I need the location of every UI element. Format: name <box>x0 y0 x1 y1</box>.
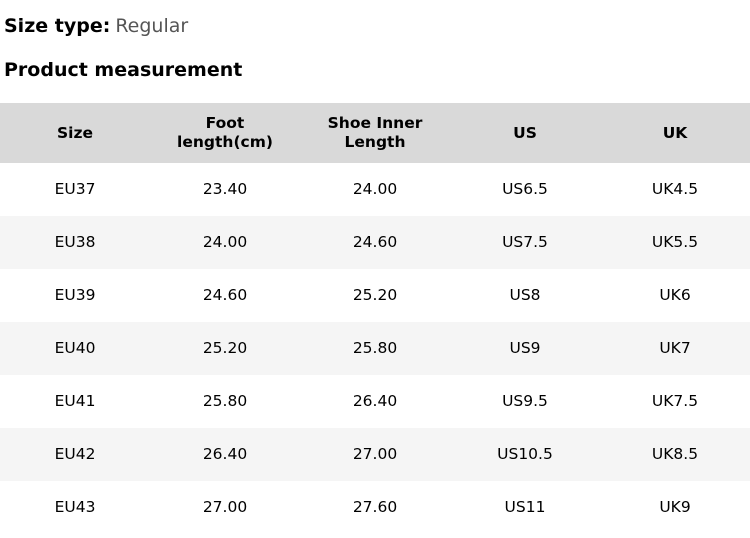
column-header-foot-length: Foot length(cm) <box>150 103 300 163</box>
column-header-uk: UK <box>600 103 750 163</box>
cell-us: US11 <box>450 481 600 534</box>
cell-foot-length: 26.40 <box>150 428 300 481</box>
cell-uk: UK7.5 <box>600 375 750 428</box>
size-type-label: Size type: <box>4 15 111 37</box>
cell-size: EU39 <box>0 269 150 322</box>
cell-size: EU42 <box>0 428 150 481</box>
table-row <box>0 375 750 428</box>
cell-foot-length: 25.20 <box>150 322 300 375</box>
cell-us: US9 <box>450 322 600 375</box>
cell-size: EU41 <box>0 375 150 428</box>
table-header <box>0 103 750 163</box>
cell-foot-length: 25.80 <box>150 375 300 428</box>
cell-uk: UK5.5 <box>600 216 750 269</box>
cell-us: US6.5 <box>450 163 600 216</box>
cell-uk: UK6 <box>600 269 750 322</box>
cell-shoe-inner-length: 27.00 <box>300 428 450 481</box>
cell-us: US8 <box>450 269 600 322</box>
cell-foot-length: 23.40 <box>150 163 300 216</box>
cell-size: EU37 <box>0 163 150 216</box>
size-type-value: Regular <box>115 15 189 37</box>
cell-foot-length: 24.60 <box>150 269 300 322</box>
cell-shoe-inner-length: 26.40 <box>300 375 450 428</box>
cell-shoe-inner-length: 24.60 <box>300 216 450 269</box>
table-row <box>0 269 750 322</box>
product-measurement-table <box>0 103 750 534</box>
cell-us: US7.5 <box>450 216 600 269</box>
cell-uk: UK7 <box>600 322 750 375</box>
column-header-size: Size <box>0 103 150 163</box>
table-row <box>0 216 750 269</box>
cell-uk: UK4.5 <box>600 163 750 216</box>
cell-size: EU40 <box>0 322 150 375</box>
cell-uk: UK9 <box>600 481 750 534</box>
column-header-shoe-inner-length: Shoe Inner Length <box>300 103 450 163</box>
column-header-us: US <box>450 103 600 163</box>
cell-us: US9.5 <box>450 375 600 428</box>
table-body <box>0 163 750 534</box>
cell-foot-length: 27.00 <box>150 481 300 534</box>
cell-uk: UK8.5 <box>600 428 750 481</box>
page-title: Product measurement <box>4 59 243 81</box>
table-row <box>0 163 750 216</box>
table-row <box>0 322 750 375</box>
cell-shoe-inner-length: 25.80 <box>300 322 450 375</box>
table-header-row <box>0 103 750 163</box>
cell-foot-length: 24.00 <box>150 216 300 269</box>
cell-shoe-inner-length: 25.20 <box>300 269 450 322</box>
cell-shoe-inner-length: 27.60 <box>300 481 450 534</box>
cell-us: US10.5 <box>450 428 600 481</box>
cell-shoe-inner-length: 24.00 <box>300 163 450 216</box>
size-type-row <box>0 0 750 38</box>
table-row <box>0 481 750 534</box>
table-row <box>0 428 750 481</box>
cell-size: EU43 <box>0 481 150 534</box>
cell-size: EU38 <box>0 216 150 269</box>
